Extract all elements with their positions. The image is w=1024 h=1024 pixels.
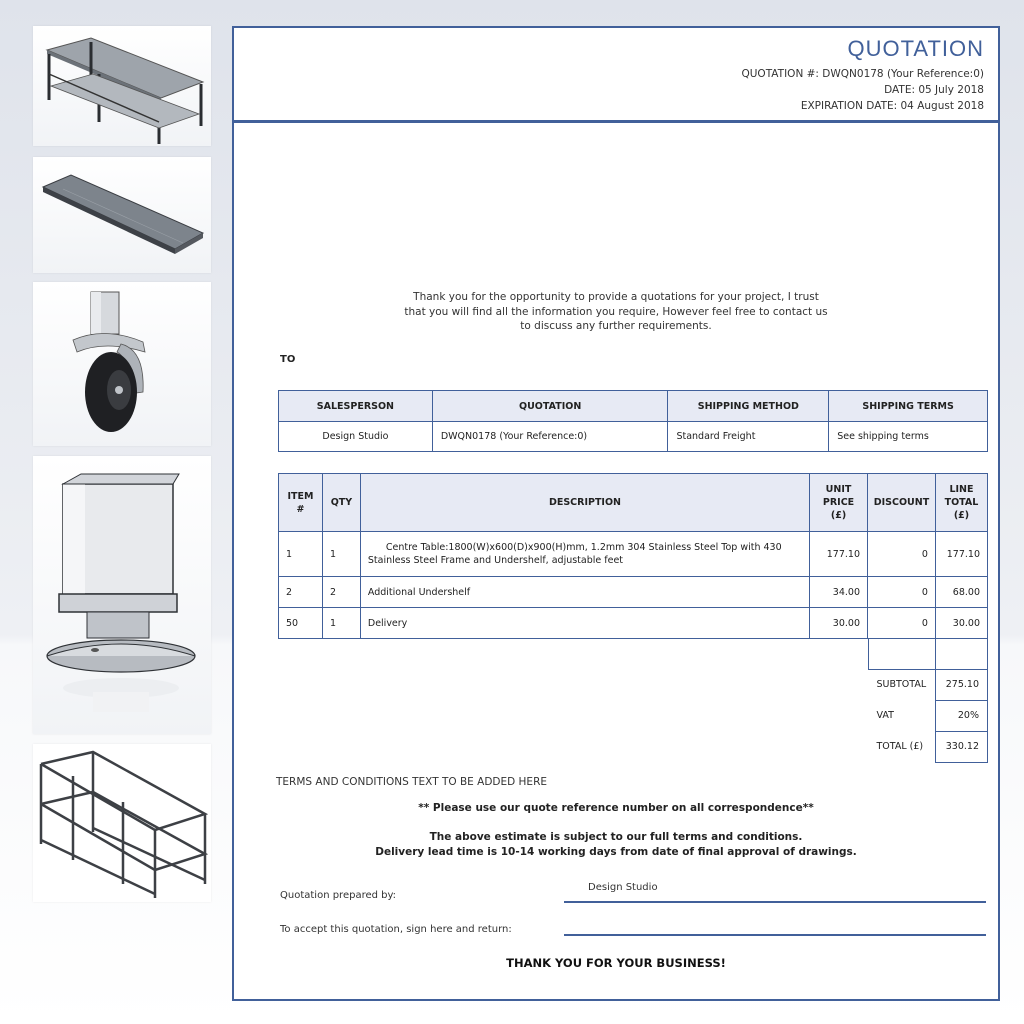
- shipping-method-cell: Standard Freight: [668, 422, 829, 452]
- document-title: QUOTATION: [847, 36, 984, 61]
- qty-cell: 2: [322, 577, 360, 608]
- subtotal-value: 275.10: [936, 669, 988, 700]
- estimate-note: The above estimate is subject to our full terms and conditions.: [429, 831, 803, 843]
- discount-cell: 0: [868, 577, 936, 608]
- total-label: TOTAL (£): [876, 741, 924, 752]
- qty-cell: 1: [322, 532, 360, 577]
- table-row: [279, 422, 988, 452]
- table-row: [279, 532, 988, 577]
- column-header: SALESPERSON: [279, 391, 433, 422]
- prepared-by-name: Design Studio: [588, 882, 658, 893]
- column-header: SHIPPING TERMS: [829, 391, 988, 422]
- line-total-cell: 30.00: [935, 608, 987, 639]
- column-header-item: ITEM #: [279, 474, 323, 532]
- column-header-discount: DISCOUNT: [868, 474, 936, 532]
- lead-time-note: Delivery lead time is 10-14 working days from date of final approval of drawings.: [375, 846, 857, 858]
- castor-wheel-image: [33, 282, 211, 446]
- totals-table: [868, 638, 988, 763]
- accept-label: To accept this quotation, sign here and return:: [280, 924, 512, 935]
- table-frame-image: [33, 744, 211, 902]
- column-header-unit-price: UNIT PRICE (£): [810, 474, 868, 532]
- undershelf-panel-image: [33, 157, 211, 273]
- description-cell: Centre Table:1800(W)x600(D)x900(H)mm, 1.2mm 304 Stainless Steel Top with 430 Stainless Steel Frame and Undershelf, adjustable feet: [360, 532, 809, 577]
- vat-value: 20%: [936, 700, 988, 731]
- salesperson-cell: Design Studio: [279, 422, 433, 452]
- quotation-cell: DWQN0178 (Your Reference:0): [432, 422, 668, 452]
- discount-cell: 0: [868, 532, 936, 577]
- to-label: TO: [280, 354, 296, 365]
- adjustable-foot-image: [33, 456, 211, 734]
- prepared-by-label: Quotation prepared by:: [280, 890, 397, 901]
- unit-price-cell: 34.00: [810, 577, 868, 608]
- intro-line: Thank you for the opportunity to provide a quotations for your project, I trust: [413, 291, 819, 303]
- intro-line: to discuss any further requirements.: [520, 320, 712, 332]
- description-cell: Additional Undershelf: [360, 577, 809, 608]
- quotation-reference: QUOTATION #: DWQN0178 (Your Reference:0): [741, 68, 984, 80]
- vat-row: [869, 700, 988, 731]
- column-header: SHIPPING METHOD: [668, 391, 829, 422]
- expiration-date: EXPIRATION DATE: 04 August 2018: [800, 100, 984, 112]
- column-header-description: DESCRIPTION: [360, 474, 809, 532]
- unit-price-cell: 30.00: [810, 608, 868, 639]
- table-row: [279, 577, 988, 608]
- qty-cell: 1: [322, 608, 360, 639]
- header-divider: [234, 120, 998, 123]
- total-value: 330.12: [936, 731, 988, 762]
- subtotal-label: SUBTOTAL: [876, 679, 927, 691]
- item-number-cell: 1: [279, 532, 323, 577]
- unit-price-cell: 177.10: [810, 532, 868, 577]
- thank-you-message: THANK YOU FOR YOUR BUSINESS!: [506, 956, 726, 970]
- vat-label: VAT: [876, 710, 894, 721]
- terms-heading: TERMS AND CONDITIONS TEXT TO BE ADDED HERE: [276, 776, 548, 788]
- table-header-row: [279, 391, 988, 422]
- line-total-cell: 68.00: [935, 577, 987, 608]
- subtotal-row: [869, 669, 988, 700]
- item-number-cell: 2: [279, 577, 323, 608]
- total-row: [869, 731, 988, 762]
- intro-text: [234, 290, 998, 334]
- description-cell: Delivery: [360, 608, 809, 639]
- prepared-by-line: [564, 901, 986, 903]
- quotation-document: [232, 26, 1000, 1001]
- reference-note: ** Please use our quote reference number on all correspondence**: [418, 802, 814, 814]
- shipping-terms-cell: See shipping terms: [829, 422, 988, 452]
- quotation-date: DATE: 05 July 2018: [884, 84, 984, 96]
- totals-spacer-row: [869, 638, 988, 669]
- table-row: [279, 608, 988, 639]
- column-header: QUOTATION: [432, 391, 668, 422]
- column-header-line-total: LINE TOTAL (£): [935, 474, 987, 532]
- line-items-table: [278, 473, 988, 639]
- table-header-row: [279, 474, 988, 532]
- intro-line: that you will find all the information you require, However feel free to contact us: [404, 305, 828, 318]
- column-header-qty: QTY: [322, 474, 360, 532]
- stainless-steel-table-image: [33, 26, 211, 146]
- line-total-cell: 177.10: [935, 532, 987, 577]
- signature-line[interactable]: [564, 934, 986, 936]
- item-number-cell: 50: [279, 608, 323, 639]
- discount-cell: 0: [868, 608, 936, 639]
- quotation-info-table: [278, 390, 988, 452]
